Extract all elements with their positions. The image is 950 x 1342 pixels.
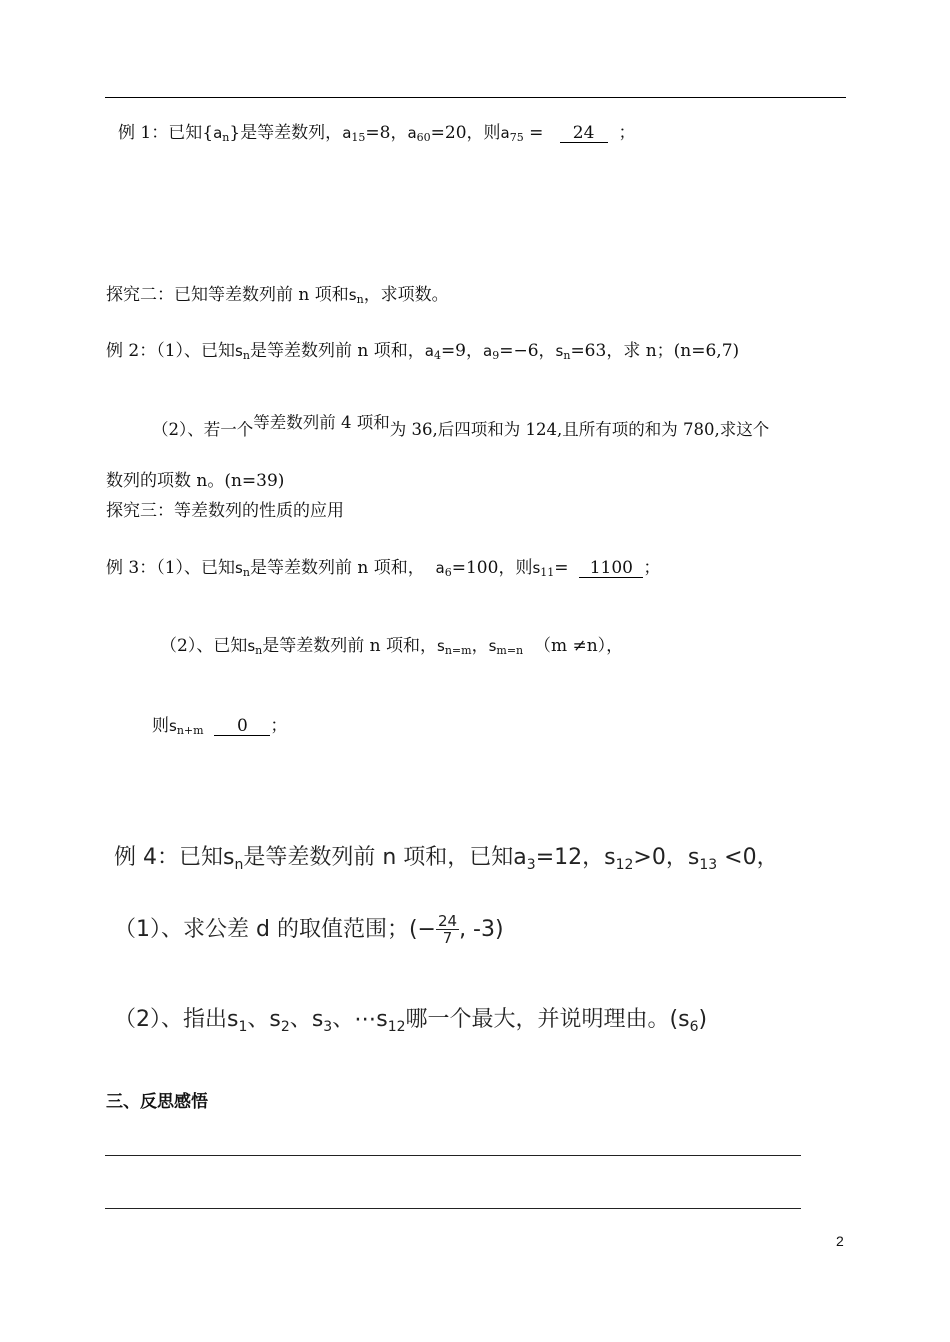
example-4-line-2: （1）、求公差 d 的取值范围；(− $\frac{24}{7}$ , -3)	[114, 912, 504, 947]
page-number: 2	[836, 1233, 844, 1249]
header-rule	[105, 97, 846, 98]
fraction: $\frac{24}{7}$	[437, 912, 458, 947]
reflection-line-2	[105, 1208, 801, 1209]
answer-blank-3-2: 0	[214, 717, 270, 736]
example-2-part-2-cont: 数列的项数 n。(n=39)	[106, 471, 285, 491]
probe-3-heading: 探究三：等差数列的性质的应用	[106, 501, 344, 521]
reflection-line-1	[105, 1155, 801, 1156]
probe-2-heading: 探究二：已知等差数列前 n 项和$s_n$，求项数。	[106, 285, 449, 306]
example-2-part-2: （2）、若一个等差数列前 4 项和为 36,后四项和为 124,且所有项的和为 780,求这个	[152, 413, 770, 439]
section-3-title: 三、反思感悟	[106, 1092, 208, 1112]
example-2-part-1: 例 2：（1）、已知$s_n$是等差数列前 n 项和，$a_4=9$，$a_9=-6$，$s_n=63$，求 n；(n=6,7)	[106, 341, 740, 362]
example-4-line-3: （2）、指出$s_1$、$s_2$、$s_3$、$\cdots s_{12}$哪一个最大，并说明理由。$(s_6)$	[114, 1007, 708, 1035]
answer-blank-1: 24	[560, 124, 608, 143]
example-1: 例 1：已知$\{a_n\}$是等差数列，$a_{15}=8$，$a_{60}=20$，则$a_{75} = 24$ ；	[118, 123, 636, 144]
example-3-part-1: 例 3：（1）、已知$s_n$是等差数列前 n 项和， $a_6=100$，则$s_{11}= 1100$ ；	[106, 558, 661, 579]
example-3-part-2: （2）、已知$s_n$是等差数列前 n 项和，$s_{n=m}$，$s_{m=n}$ （m ≠n），	[160, 636, 624, 657]
example-4-line-1: 例 4：已知$s_n$是等差数列前 n 项和，已知$a_3=12$，$s_{12}>0$，$s_{13} <0$，	[114, 845, 779, 873]
answer-blank-3-1: 1100	[579, 559, 643, 578]
example-3-part-2-result: 则$s_{n+m}$ 0 ；	[152, 716, 288, 737]
